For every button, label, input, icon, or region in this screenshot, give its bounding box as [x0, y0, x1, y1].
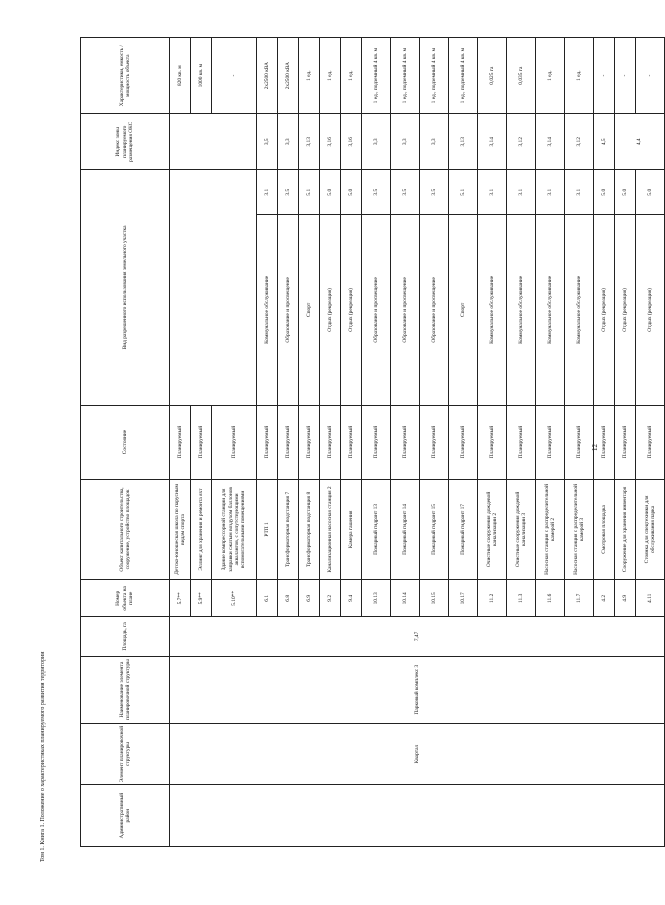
object-name: Очистные сооружения дождевой канализации 3 — [507, 479, 536, 580]
zone-index: 4,4 — [615, 114, 665, 170]
zone-index: 3,12 — [565, 114, 594, 170]
capacity: 2х2500 кВА — [257, 38, 278, 114]
table-header-row — [81, 38, 170, 847]
zone-index: 3,12 — [507, 114, 536, 170]
object-number: 9.2 — [320, 580, 341, 617]
object-name: Эллинг для хранения и ремонта яхт — [191, 479, 212, 580]
admin-district-cell — [170, 785, 665, 847]
element-cell: Квартал — [170, 723, 665, 785]
object-state: Планируемый — [320, 405, 341, 479]
use-code: 3.1 — [507, 170, 536, 215]
capacity: - — [594, 38, 615, 114]
zone-index: 3,16 — [320, 114, 341, 170]
object-state: Планируемый — [615, 405, 636, 479]
zone-index: 3,14 — [536, 114, 565, 170]
object-number: 11.2 — [478, 580, 507, 617]
use-code: 3.5 — [278, 170, 299, 215]
object-name: Насосная станция с распределительной камерой 2 — [536, 479, 565, 580]
object-name: Пожарный гидрант 15 — [420, 479, 449, 580]
col-area: Площадь, га — [81, 617, 170, 656]
object-name: Камера гашения — [341, 479, 362, 580]
capacity: - — [615, 38, 636, 114]
capacity: 820 кв. м — [170, 38, 191, 114]
object-state: Планируемый — [257, 405, 278, 479]
permitted-use: Коммунальное обслуживание — [536, 215, 565, 405]
object-state: Планируемый — [449, 405, 478, 479]
characteristics-table — [80, 37, 665, 847]
object-state: Планируемый — [391, 405, 420, 479]
capacity: 1 ед. — [565, 38, 594, 114]
object-state: Планируемый — [636, 405, 665, 479]
object-number: 6.1 — [257, 580, 278, 617]
capacity: 1 ед., подземный 4 кв. м — [362, 38, 391, 114]
object-name: Канализационная насосная станция 2 — [320, 479, 341, 580]
use-code: 3.5 — [420, 170, 449, 215]
object-name: Насосная станция с распределительной камерой 3 — [565, 479, 594, 580]
zone-index: 3,14 — [478, 114, 507, 170]
zone-index: 4,5 — [594, 114, 615, 170]
col-object: Объект капитального строительства, сооружение, устройство площадок — [81, 479, 170, 580]
object-state: Планируемый — [212, 405, 257, 479]
object-name: Трансформаторная подстанция 7 — [278, 479, 299, 580]
object-name: Пожарный гидрант 13 — [362, 479, 391, 580]
use-code: 5.1 — [299, 170, 320, 215]
use-code: 5.0 — [636, 170, 665, 215]
permitted-use: Отдых (рекреация) — [636, 215, 665, 405]
object-name: Стоянка для спецтехники для обслуживания парка — [636, 479, 665, 580]
object-state: Планируемый — [420, 405, 449, 479]
object-number: 5.10** — [212, 580, 257, 617]
object-number: 11.6 — [536, 580, 565, 617]
capacity: 1 ед. — [341, 38, 362, 114]
permitted-use: Коммунальное обслуживание — [507, 215, 536, 405]
zone-index: 3,13 — [299, 114, 320, 170]
zone-index: 3,3 — [420, 114, 449, 170]
object-number: 4.11 — [636, 580, 665, 617]
object-number: 10.13 — [362, 580, 391, 617]
table-body — [170, 38, 665, 847]
object-state: Планируемый — [299, 405, 320, 479]
permitted-use: Отдых (рекреация) — [615, 215, 636, 405]
object-number: 5.7** — [170, 580, 191, 617]
object-state: Планируемый — [594, 405, 615, 479]
object-state: Планируемый — [191, 405, 212, 479]
capacity: - — [636, 38, 665, 114]
object-name: Пожарный гидрант 17 — [449, 479, 478, 580]
object-name: РТП 1 — [257, 479, 278, 580]
capacity: 1 ед. — [320, 38, 341, 114]
object-state: Планируемый — [341, 405, 362, 479]
object-state: Планируемый — [536, 405, 565, 479]
capacity: 1 ед. — [299, 38, 320, 114]
use-code: 3.1 — [257, 170, 278, 215]
permitted-use: Образование и просвещение — [420, 215, 449, 405]
permitted-use: Образование и просвещение — [362, 215, 391, 405]
use-code: 3.5 — [362, 170, 391, 215]
capacity: 0,035 га — [507, 38, 536, 114]
col-admin-district: Административный район — [81, 785, 170, 847]
capacity: 1 ед., подземный 4 кв. м — [449, 38, 478, 114]
use-code: 5.1 — [449, 170, 478, 215]
permitted-use: Коммунальное обслуживание — [257, 215, 278, 405]
object-name: Детско-юношеская школа по парусным видам спорта — [170, 479, 191, 580]
permitted-use: Отдых (рекреация) — [594, 215, 615, 405]
table-row — [170, 38, 191, 847]
object-number: 4.9 — [615, 580, 636, 617]
capacity: 2х2500 кВА — [278, 38, 299, 114]
permitted-use: Коммунальное обслуживание — [565, 215, 594, 405]
zone-index: 3,3 — [391, 114, 420, 170]
area-cell: 7,47 — [170, 617, 665, 656]
permitted-use: Спорт — [299, 215, 320, 405]
element-name-cell: Парковый комплекс 3 — [170, 656, 665, 723]
object-state: Планируемый — [170, 405, 191, 479]
object-number: 11.7 — [565, 580, 594, 617]
object-state: Планируемый — [478, 405, 507, 479]
object-number: 6.9 — [299, 580, 320, 617]
permitted-use-empty — [170, 170, 257, 405]
object-number: 10.14 — [391, 580, 420, 617]
capacity: - — [212, 38, 257, 114]
object-number: 11.3 — [507, 580, 536, 617]
col-state: Состояние — [81, 405, 170, 479]
permitted-use: Образование и просвещение — [278, 215, 299, 405]
permitted-use: Коммунальное обслуживание — [478, 215, 507, 405]
zone-index-empty — [170, 114, 257, 170]
col-element: Элемент планировочной структуры — [81, 723, 170, 785]
zone-index: 3,16 — [341, 114, 362, 170]
zone-index: 3,3 — [362, 114, 391, 170]
col-permitted-use: Вид разрешенного использования земельного участка — [81, 170, 170, 405]
use-code: 3.1 — [478, 170, 507, 215]
object-state: Планируемый — [507, 405, 536, 479]
capacity: 1 ед. — [536, 38, 565, 114]
object-number: 6.8 — [278, 580, 299, 617]
object-number: 10.15 — [420, 580, 449, 617]
use-code: 3.1 — [565, 170, 594, 215]
use-code: 5.0 — [615, 170, 636, 215]
object-name: Смотровая площадка — [594, 479, 615, 580]
page-number: 12 — [591, 444, 599, 451]
use-code: 5.0 — [341, 170, 362, 215]
capacity: 0,025 га — [478, 38, 507, 114]
zone-index: 3,13 — [449, 114, 478, 170]
permitted-use: Отдых (рекреация) — [320, 215, 341, 405]
object-number: 4.2 — [594, 580, 615, 617]
rotated-table-container — [80, 37, 656, 847]
permitted-use: Спорт — [449, 215, 478, 405]
object-name: Сооружение для хранения инвентаря — [615, 479, 636, 580]
use-code: 3.1 — [536, 170, 565, 215]
object-number: 10.17 — [449, 580, 478, 617]
document-header: Том 1. Книга 1. Положение о характеристиках планируемого развития территории — [40, 651, 46, 862]
object-name: Очистные сооружения дождевой канализации 2 — [478, 479, 507, 580]
use-code: 5.0 — [594, 170, 615, 215]
object-number: 9.4 — [341, 580, 362, 617]
object-name: Трансформаторная подстанция 8 — [299, 479, 320, 580]
zone-index: 3,5 — [257, 114, 278, 170]
capacity: 1 ед., подземный 4 кв. м — [391, 38, 420, 114]
object-number: 5.9** — [191, 580, 212, 617]
use-code: 5.0 — [320, 170, 341, 215]
permitted-use: Отдых (рекреация) — [341, 215, 362, 405]
col-zone-index: Индекс зоны планируемого размещения ОКС — [81, 114, 170, 170]
object-name: Пожарный гидрант 14 — [391, 479, 420, 580]
zone-index: 3,3 — [278, 114, 299, 170]
use-code: 3.5 — [391, 170, 420, 215]
col-capacity: Характеристики, емкость / мощность объекта — [81, 38, 170, 114]
object-state: Планируемый — [362, 405, 391, 479]
object-state: Планируемый — [278, 405, 299, 479]
col-element-name: Наименование элемента планировочной структуры — [81, 656, 170, 723]
object-state: Планируемый — [565, 405, 594, 479]
capacity: 1000 кв. м — [191, 38, 212, 114]
permitted-use: Образование и просвещение — [391, 215, 420, 405]
col-object-number: Номер объекта на плане — [81, 580, 170, 617]
capacity: 1 ед., подземный 4 кв. м — [420, 38, 449, 114]
object-name: Здание компрессорной станции для заправки сжатым воздухом баллонов аквалангов, с сопутствующими вспомогательными помещениями — [212, 479, 257, 580]
